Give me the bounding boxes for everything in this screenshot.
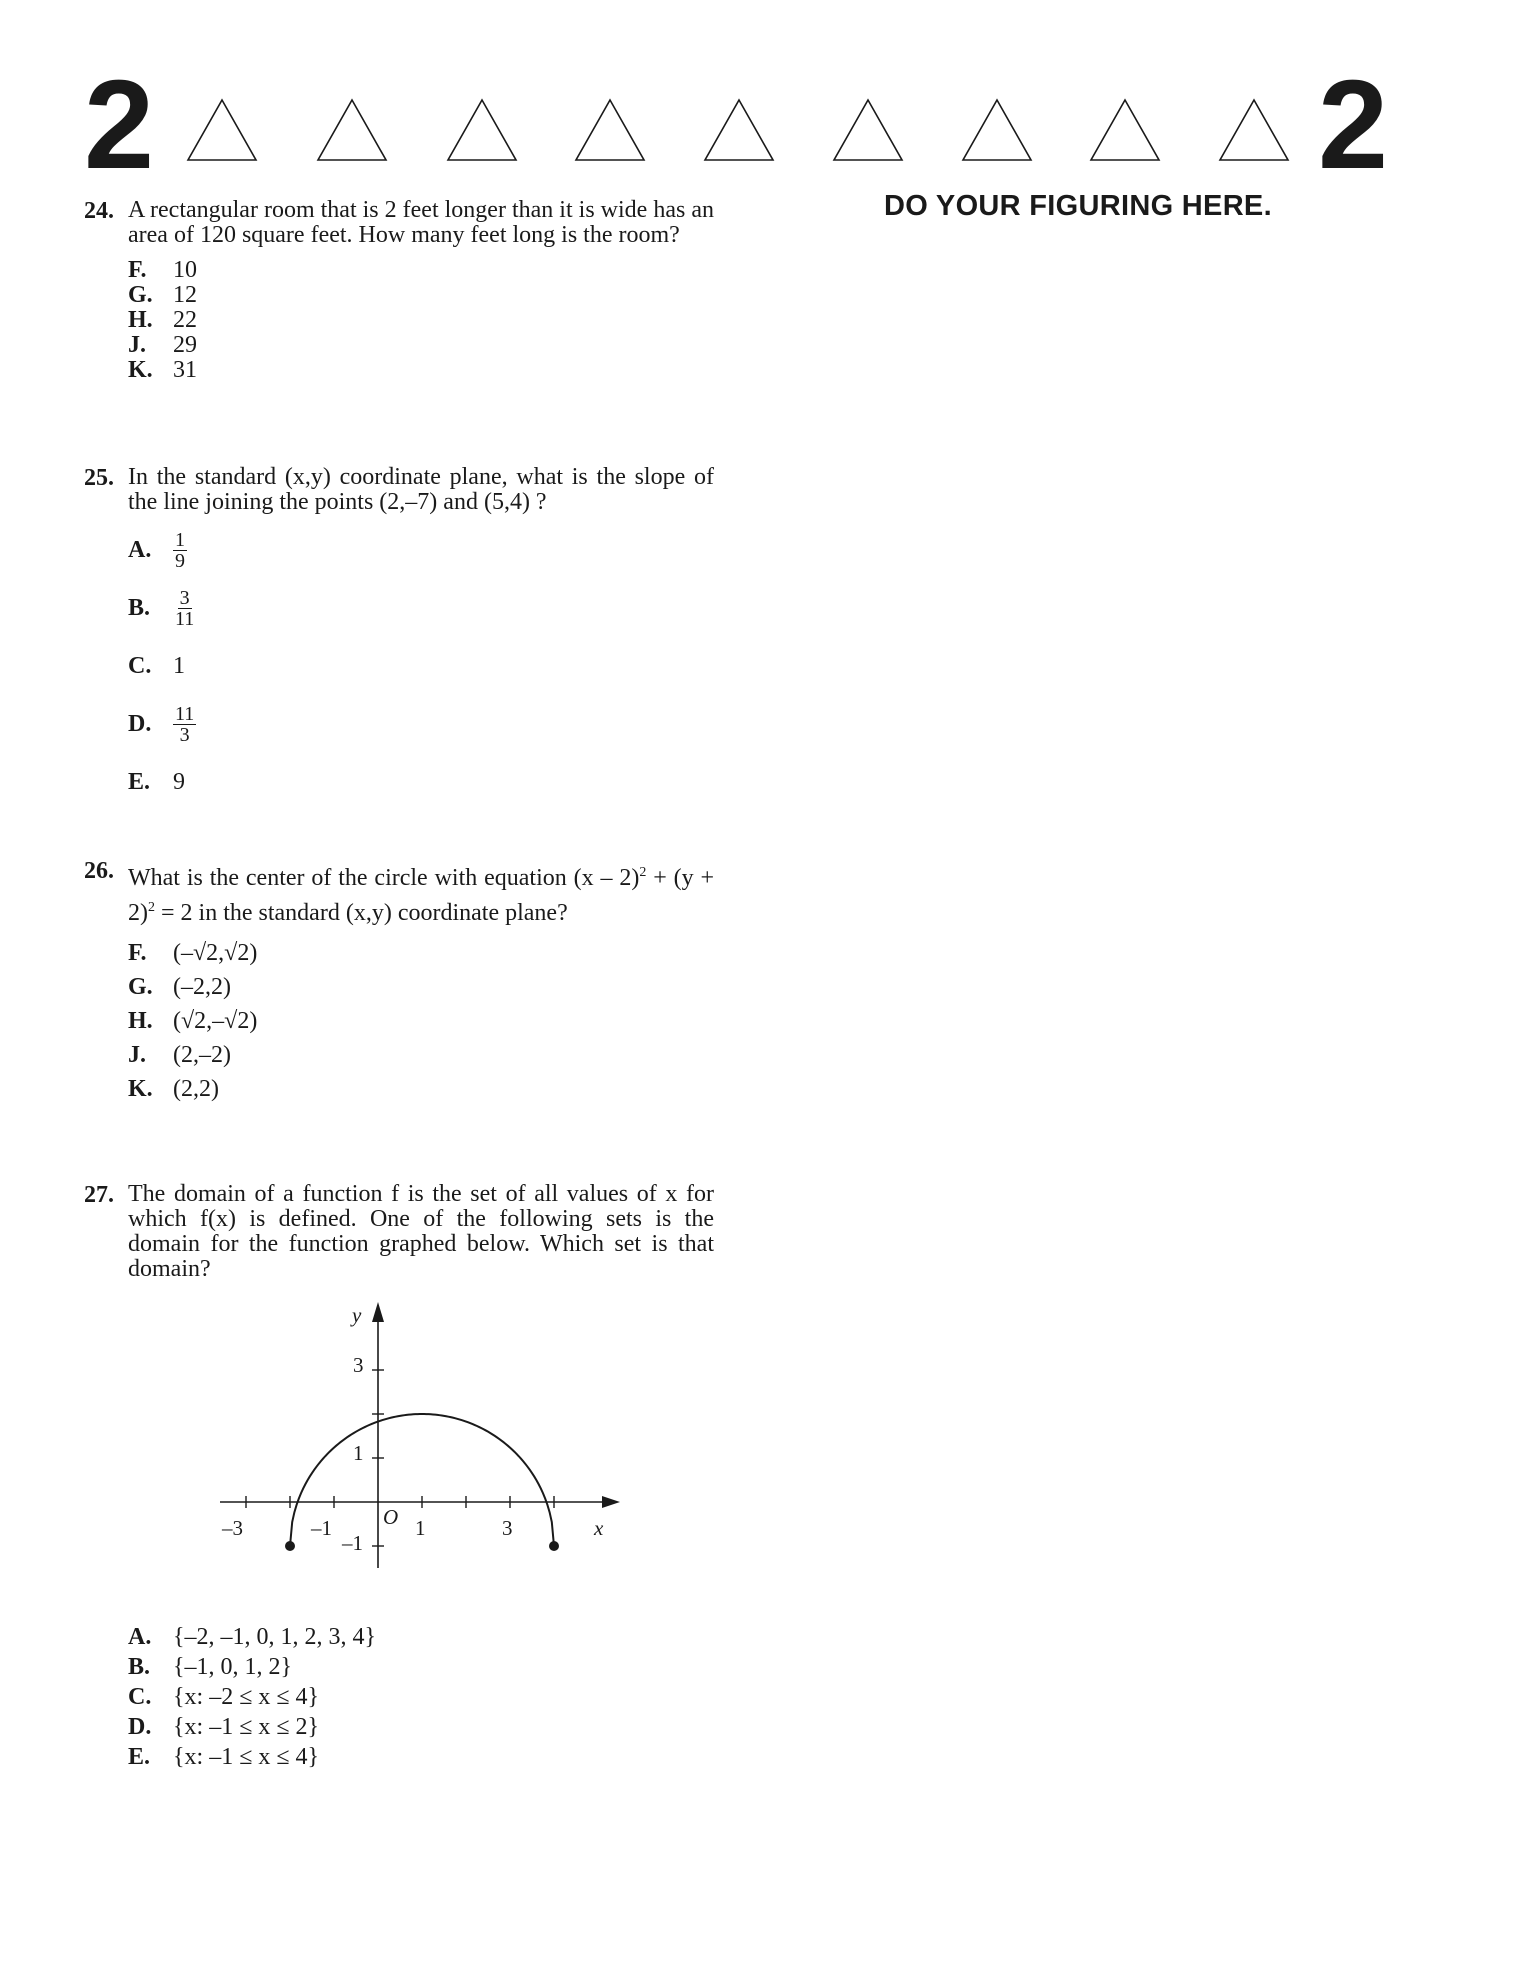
question-stem: The domain of a function f is the set of all values of x for which f(x) is defined. One of the following sets is the domain for the function graphed below. Which set is that domain? bbox=[128, 1181, 714, 1282]
choice-letter: B. bbox=[128, 1654, 151, 1680]
fraction-numerator: 1 bbox=[175, 528, 185, 551]
answer-choice-c[interactable] bbox=[128, 637, 714, 695]
y-axis-label: y bbox=[352, 1303, 362, 1327]
fraction-numerator: 11 bbox=[175, 702, 195, 725]
answer-choice-d[interactable] bbox=[128, 695, 714, 753]
answer-choice-j[interactable] bbox=[128, 333, 714, 358]
triangle-icon bbox=[316, 98, 388, 162]
answer-choice-e[interactable] bbox=[128, 753, 714, 811]
origin-label: O bbox=[383, 1505, 399, 1529]
x-tick-label: 3 bbox=[502, 1516, 513, 1540]
answer-choice-e[interactable] bbox=[128, 1742, 714, 1772]
question-number: 24. bbox=[84, 198, 114, 224]
answer-choice-f[interactable] bbox=[128, 258, 714, 283]
triangle-icon bbox=[703, 98, 775, 162]
answer-choice-g[interactable] bbox=[128, 283, 714, 308]
curve-endpoint-right bbox=[549, 1541, 559, 1551]
choice-text: (√2,–√2) bbox=[173, 1008, 258, 1034]
exponent: 2 bbox=[148, 900, 155, 915]
choice-letter: F. bbox=[128, 940, 147, 966]
choice-text: (2,2) bbox=[173, 1076, 219, 1102]
question-25 bbox=[84, 465, 714, 811]
x-tick-label: 1 bbox=[415, 1516, 426, 1540]
answer-choices bbox=[128, 521, 714, 811]
choice-letter: G. bbox=[128, 282, 153, 308]
choice-letter: E. bbox=[128, 768, 151, 795]
fraction-denominator: 11 bbox=[175, 607, 195, 630]
stem-text: + (y + 2) bbox=[128, 865, 715, 926]
choice-letter: K. bbox=[128, 1076, 153, 1102]
answer-choice-b[interactable] bbox=[128, 579, 714, 637]
fraction-denominator: 9 bbox=[175, 549, 185, 572]
choice-text: 1 bbox=[173, 652, 185, 679]
answer-choice-h[interactable] bbox=[128, 308, 714, 333]
question-27-choices bbox=[84, 1622, 714, 1772]
question-stem: In the standard (x,y) coordinate plane, what is the slope of the line joining the points (2,–7) and (5,4) ? bbox=[128, 464, 714, 515]
question-26 bbox=[84, 858, 714, 1106]
choice-letter: H. bbox=[128, 307, 153, 333]
answer-choice-k[interactable] bbox=[128, 358, 714, 383]
triangle-icon bbox=[574, 98, 646, 162]
answer-choice-a[interactable] bbox=[128, 521, 714, 579]
exponent: 2 bbox=[639, 865, 647, 880]
fraction-numerator: 3 bbox=[179, 586, 190, 609]
choice-letter: D. bbox=[128, 1714, 152, 1740]
choice-text: (2,–2) bbox=[173, 1042, 231, 1068]
fraction bbox=[173, 530, 187, 571]
section-number-right: 2 bbox=[1318, 54, 1389, 195]
question-number: 25. bbox=[84, 465, 114, 491]
choice-text: {–1, 0, 1, 2} bbox=[173, 1654, 293, 1680]
choice-text: (–√2,√2) bbox=[173, 940, 258, 966]
answer-choices bbox=[128, 258, 714, 383]
choice-letter: J. bbox=[128, 332, 146, 358]
choice-text: {–2, –1, 0, 1, 2, 3, 4} bbox=[173, 1624, 377, 1650]
choice-letter: E. bbox=[128, 1744, 151, 1770]
answer-choices bbox=[128, 1622, 714, 1772]
choice-text: 31 bbox=[173, 357, 197, 383]
choice-letter: A. bbox=[128, 1624, 152, 1650]
answer-choice-g[interactable] bbox=[128, 970, 714, 1004]
stem-text: = 2 in the standard (x,y) coordinate plane? bbox=[155, 900, 568, 926]
triangle-icon bbox=[832, 98, 904, 162]
x-tick-label: –3 bbox=[222, 1516, 243, 1540]
y-tick-label: 3 bbox=[353, 1353, 364, 1377]
x-tick-label: –1 bbox=[311, 1516, 332, 1540]
x-axis-arrow bbox=[602, 1496, 620, 1508]
choice-text: 22 bbox=[173, 307, 197, 333]
y-tick-label: 1 bbox=[353, 1441, 364, 1465]
fraction bbox=[173, 704, 196, 745]
question-stem bbox=[128, 858, 714, 928]
choice-text: 29 bbox=[173, 332, 197, 358]
curve-endpoint-left bbox=[285, 1541, 295, 1551]
choice-text: (–2,2) bbox=[173, 974, 231, 1000]
choice-letter: K. bbox=[128, 357, 153, 383]
answer-choice-a[interactable] bbox=[128, 1622, 714, 1652]
question-number: 27. bbox=[84, 1182, 114, 1208]
triangle-icon bbox=[1218, 98, 1290, 162]
choice-letter: J. bbox=[128, 1042, 146, 1068]
answer-choice-c[interactable] bbox=[128, 1682, 714, 1712]
y-tick-label: –1 bbox=[342, 1531, 363, 1555]
triangle-icon bbox=[961, 98, 1033, 162]
answer-choice-f[interactable] bbox=[128, 936, 714, 970]
answer-choice-b[interactable] bbox=[128, 1652, 714, 1682]
question-number: 26. bbox=[84, 858, 114, 884]
triangle-icon bbox=[446, 98, 518, 162]
stem-text: What is the center of the circle with equation (x – 2) bbox=[128, 865, 640, 891]
fraction-denominator: 3 bbox=[179, 723, 190, 746]
question-stem: A rectangular room that is 2 feet longer than it is wide has an area of 120 square feet. How many feet long is the room? bbox=[128, 197, 714, 248]
choice-letter: C. bbox=[128, 652, 152, 679]
choice-letter: A. bbox=[128, 536, 152, 563]
x-axis-label: x bbox=[594, 1516, 604, 1540]
choice-text: {x: –2 ≤ x ≤ 4} bbox=[173, 1684, 320, 1710]
function-graph bbox=[190, 1290, 630, 1595]
question-24 bbox=[84, 198, 714, 383]
fraction bbox=[173, 588, 196, 629]
choice-letter: D. bbox=[128, 710, 152, 737]
question-27 bbox=[84, 1182, 714, 1282]
triangle-icon bbox=[186, 98, 258, 162]
choice-letter: H. bbox=[128, 1008, 153, 1034]
choice-letter: F. bbox=[128, 257, 147, 283]
triangle-icon bbox=[1089, 98, 1161, 162]
choice-text: 9 bbox=[173, 768, 185, 795]
choice-letter: B. bbox=[128, 594, 151, 621]
y-axis-arrow bbox=[372, 1302, 384, 1322]
answer-choice-k[interactable] bbox=[128, 1072, 714, 1106]
choice-text: 10 bbox=[173, 257, 197, 283]
choice-letter: C. bbox=[128, 1684, 152, 1710]
answer-choice-h[interactable] bbox=[128, 1004, 714, 1038]
answer-choices bbox=[128, 936, 714, 1106]
choice-text: {x: –1 ≤ x ≤ 2} bbox=[173, 1714, 320, 1740]
answer-choice-d[interactable] bbox=[128, 1712, 714, 1742]
choice-text: 12 bbox=[173, 282, 197, 308]
section-number-left: 2 bbox=[84, 54, 155, 195]
answer-choice-j[interactable] bbox=[128, 1038, 714, 1072]
choice-text: {x: –1 ≤ x ≤ 4} bbox=[173, 1744, 320, 1770]
figuring-area-label: DO YOUR FIGURING HERE. bbox=[884, 190, 1272, 222]
choice-letter: G. bbox=[128, 974, 153, 1000]
